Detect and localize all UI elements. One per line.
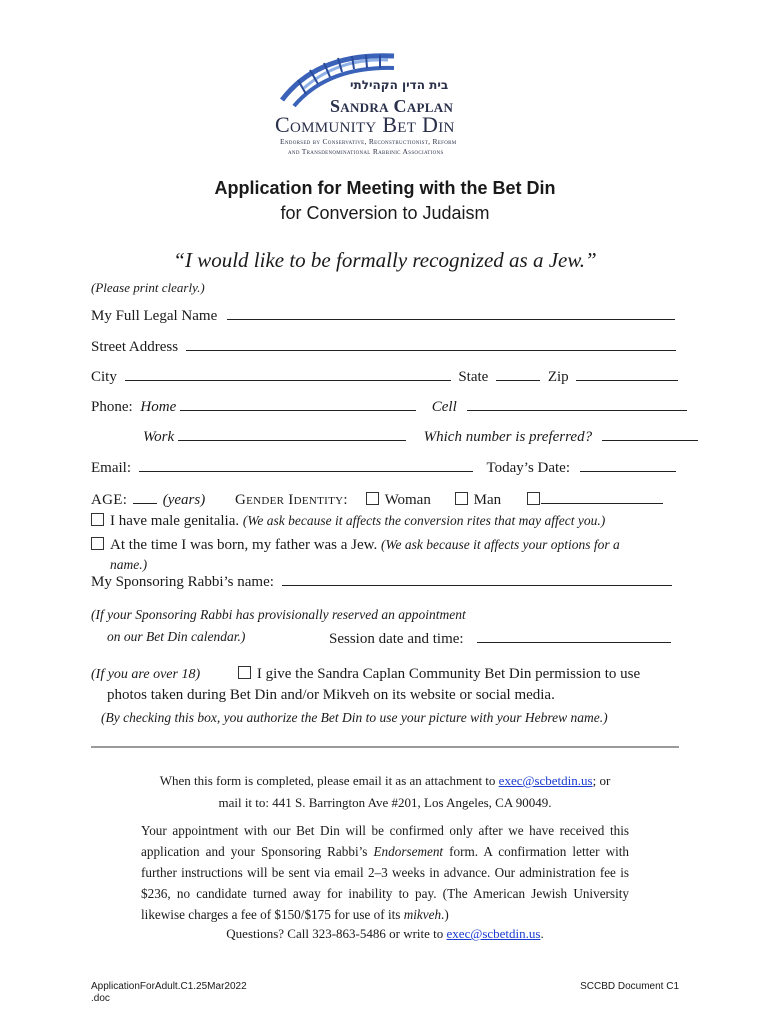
print-note: (Please print clearly.) — [91, 280, 205, 295]
title-line2: for Conversion to Judaism — [280, 203, 490, 223]
email-row — [91, 457, 676, 477]
quote: “I would like to be formally recognized as a Jew.” — [173, 248, 597, 272]
todays-date-field[interactable] — [580, 457, 676, 472]
doc-id: SCCBD Document C1 — [580, 981, 679, 992]
phone-row — [91, 396, 687, 416]
completed-text: When this form is completed, please email it as an attachment to — [159, 773, 496, 788]
other-gender-field[interactable] — [541, 489, 663, 504]
questions-email-link[interactable]: exec@scbetdin.us — [446, 926, 541, 941]
woman-label: Woman — [384, 492, 431, 508]
mail-line: mail it to: 441 S. Barrington Ave #201, Los Angeles, CA 90049. — [218, 795, 552, 810]
preferred-field[interactable] — [602, 426, 698, 441]
preferred-label: Which number is preferred? — [423, 429, 593, 445]
logo-endorsed-line1: Endorsed by Conservative, Reconstructionist, Reform — [280, 137, 457, 146]
info-paragraph — [141, 820, 629, 925]
full-name-label: My Full Legal Name — [91, 308, 218, 324]
session-row — [329, 628, 671, 648]
street-label: Street Address — [91, 339, 179, 355]
zip-field[interactable] — [576, 366, 678, 381]
work-phone-field[interactable] — [178, 426, 406, 441]
city-row — [91, 366, 678, 386]
street-row — [91, 336, 676, 356]
logo-org-line1: Sandra Caplan — [330, 96, 454, 116]
questions-text: Questions? Call 323-863-5486 or write to — [226, 926, 444, 941]
full-name-field[interactable] — [227, 305, 675, 320]
man-checkbox[interactable] — [455, 492, 468, 505]
para-text-a: Your appointment with our Bet Din will be confirmed only after we have received this application and your Sponsoring Rabbi’s — [141, 823, 629, 859]
cell-phone-field[interactable] — [467, 396, 687, 411]
permission-row — [91, 666, 640, 683]
reserved-note-1: (If your Sponsoring Rabbi has provisionally reserved an appointment — [91, 607, 466, 622]
doc-filename-line1: ApplicationForAdult.C1.25Mar2022 — [91, 981, 247, 992]
session-field[interactable] — [477, 628, 671, 643]
authorize-note: (By checking this box, you authorize the Bet Din to use your picture with your Hebrew name.) — [101, 710, 608, 725]
email-link[interactable]: exec@scbetdin.us — [498, 773, 593, 788]
completed-text-2: ; or — [592, 773, 611, 788]
father-checkbox[interactable] — [91, 537, 104, 550]
other-gender-checkbox[interactable] — [527, 492, 540, 505]
logo — [270, 48, 510, 158]
woman-checkbox[interactable] — [366, 492, 379, 505]
permission-line2: photos taken during Bet Din and/or Mikveh on its website or social media. — [107, 687, 555, 703]
rabbi-row — [91, 571, 672, 591]
father-note-cont: name.) — [110, 557, 148, 572]
doc-filename — [91, 981, 247, 1005]
session-label: Session date and time: — [329, 631, 464, 647]
home-label: Home — [140, 399, 177, 415]
over18-label: (If you are over 18) — [91, 667, 201, 682]
street-field[interactable] — [186, 336, 676, 351]
age-field[interactable] — [133, 489, 157, 504]
state-label: State — [458, 369, 489, 385]
zip-label: Zip — [547, 369, 569, 385]
father-label: At the time I was born, my father was a Jew. — [110, 537, 378, 553]
title-line1: Application for Meeting with the Bet Din — [214, 178, 556, 198]
home-phone-field[interactable] — [180, 396, 416, 411]
divider — [91, 746, 679, 748]
state-field[interactable] — [496, 366, 540, 381]
age-gender-row — [91, 489, 663, 509]
logo-endorsed-line2: and Transdenominational Rabbinic Associations — [288, 147, 444, 156]
cell-label: Cell — [431, 399, 457, 415]
logo-hebrew: בית הדין הקהילתי — [350, 78, 449, 92]
completed-line — [0, 773, 770, 789]
genitalia-note: (We ask because it affects the conversion rites that may affect you.) — [242, 513, 606, 528]
permission-line1: I give the Sandra Caplan Community Bet Din permission to use — [256, 666, 641, 682]
rabbi-label: My Sponsoring Rabbi’s name: — [91, 574, 274, 590]
age-label: AGE: — [91, 492, 128, 508]
photo-permission-checkbox[interactable] — [238, 666, 251, 679]
para-text-c: .) — [441, 907, 449, 922]
rabbi-field[interactable] — [282, 571, 672, 586]
father-note: (We ask because it affects your options for a — [381, 537, 620, 552]
phone-label: Phone: — [91, 399, 133, 415]
full-name-row — [91, 305, 675, 325]
years-label: (years) — [162, 492, 206, 508]
reserved-note-2: on our Bet Din calendar.) — [107, 629, 246, 644]
city-field[interactable] — [125, 366, 451, 381]
para-endorsement: Endorsement — [373, 844, 444, 859]
email-field[interactable] — [139, 457, 473, 472]
todays-date-label: Today’s Date: — [486, 460, 571, 476]
questions-text-2: . — [540, 926, 544, 941]
genitalia-row — [91, 513, 605, 530]
father-row — [91, 537, 620, 554]
man-label: Man — [473, 492, 502, 508]
genitalia-label: I have male genitalia. — [110, 513, 240, 529]
genitalia-checkbox[interactable] — [91, 513, 104, 526]
email-label: Email: — [91, 460, 131, 476]
city-label: City — [91, 369, 117, 385]
gender-label: Gender Identity: — [234, 492, 348, 508]
work-row — [143, 426, 698, 446]
para-text-b: form. A confirmation letter with further instructions will be sent via email 2–3 weeks in advance. Our administration fee is $236, no candidate turned away for inability to pay. (The American Jewish University likewise charges a fee of $150/$175 for use of its — [141, 844, 630, 922]
para-mikveh: mikveh — [403, 907, 442, 922]
work-label: Work — [143, 429, 175, 445]
doc-filename-line2: .doc — [91, 993, 110, 1004]
logo-org-line2: Community Bet Din — [275, 112, 455, 137]
questions-line — [0, 926, 770, 942]
